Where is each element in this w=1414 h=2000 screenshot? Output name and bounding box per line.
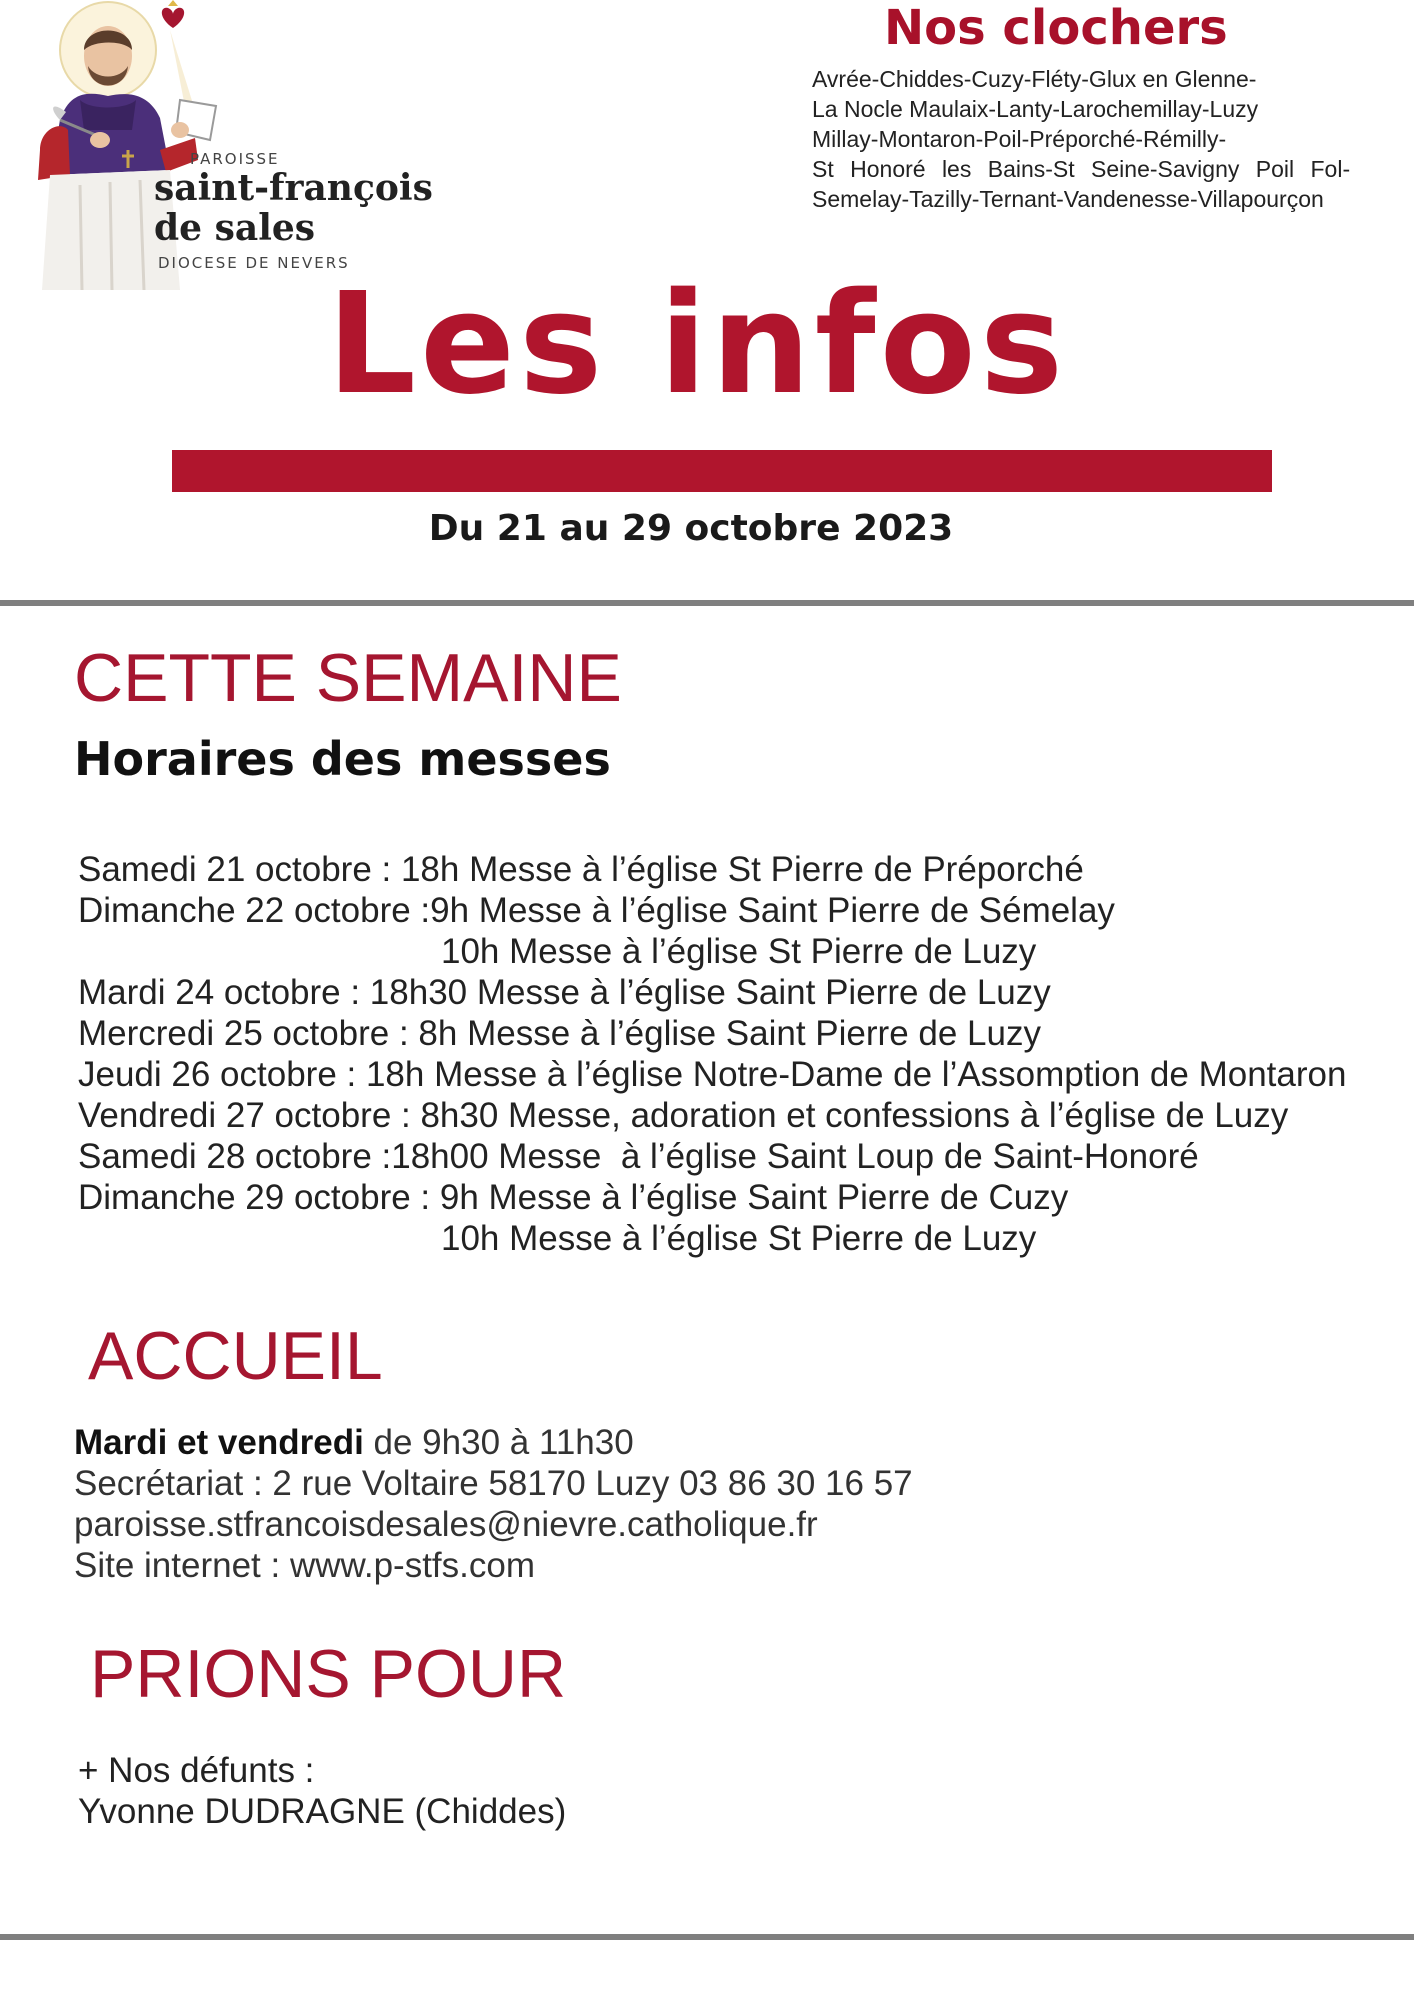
defunts-label: + Nos défunts : <box>78 1751 315 1790</box>
date-range: Du 21 au 29 octobre 2023 <box>428 508 954 549</box>
bottom-divider <box>0 1934 1414 1940</box>
contact-email[interactable]: paroisse.stfrancoisdesales@nievre.catholique.fr <box>74 1505 818 1544</box>
clochers-line: Millay-Montaron-Poil-Préporché-Rémilly- <box>812 126 1227 152</box>
clochers-line: St Honoré les Bains-St Seine-Savigny Poil Fol- <box>812 156 1351 182</box>
clochers-line: Semelay-Tazilly-Ternant-Vandenesse-Villapourçon <box>812 186 1324 212</box>
top-divider <box>0 600 1414 606</box>
schedule-row: Dimanche 29 octobre : 9h Messe à l’église Saint Pierre de Cuzy <box>78 1178 1069 1217</box>
accueil-hours-line <box>74 1422 1374 1463</box>
clochers-title: Nos clochers <box>884 0 1228 56</box>
accueil-hours: de 9h30 à 11h30 <box>363 1423 634 1462</box>
defunt-name: Yvonne DUDRAGNE (Chiddes) <box>78 1792 567 1831</box>
schedule-row: Samedi 21 octobre : 18h Messe à l’église St Pierre de Préporché <box>78 850 1084 889</box>
mass-schedule <box>78 849 1408 1259</box>
schedule-row: Mercredi 25 octobre : 8h Messe à l’église Saint Pierre de Luzy <box>78 1014 1041 1053</box>
secretariat-address: Secrétariat : 2 rue Voltaire 58170 Luzy 03 86 30 16 57 <box>74 1464 913 1503</box>
schedule-row: Dimanche 22 octobre :9h Messe à l’église Saint Pierre de Sémelay <box>78 891 1115 930</box>
sacred-heart-icon <box>162 0 184 28</box>
prions-pour-heading: PRIONS POUR <box>90 1636 567 1712</box>
page-title: Les infos <box>326 263 1068 426</box>
accueil-heading: ACCUEIL <box>88 1318 383 1394</box>
accueil-info <box>74 1422 1374 1586</box>
clochers-line: Avrée-Chiddes-Cuzy-Fléty-Glux en Glenne- <box>812 66 1257 92</box>
website-link[interactable]: Site internet : www.p-stfs.com <box>74 1546 535 1585</box>
prions-pour-content <box>78 1750 1378 1832</box>
clochers-line: La Nocle Maulaix-Lanty-Larochemillay-Luzy <box>812 96 1259 122</box>
parish-logo-text <box>150 150 450 272</box>
title-underline-bar <box>172 450 1272 492</box>
clochers-list <box>812 64 1412 214</box>
clochers-block <box>812 0 1412 214</box>
logo-diocese-label: DIOCESE DE NEVERS <box>158 254 350 272</box>
accueil-days: Mardi et vendredi <box>74 1423 364 1462</box>
horaires-subheading: Horaires des messes <box>74 732 611 786</box>
schedule-row: Mardi 24 octobre : 18h30 Messe à l’église Saint Pierre de Luzy <box>78 973 1051 1012</box>
logo-paroisse-label: PAROISSE <box>190 150 280 168</box>
logo-name-line2: de sales <box>154 207 316 249</box>
schedule-row: Jeudi 26 octobre : 18h Messe à l’église Notre-Dame de l’Assomption de Montaron <box>78 1055 1347 1094</box>
cette-semaine-heading: CETTE SEMAINE <box>74 640 622 716</box>
logo-name-line1: saint-françois <box>154 167 433 209</box>
schedule-row: Vendredi 27 octobre : 8h30 Messe, adoration et confessions à l’église de Luzy <box>78 1096 1289 1135</box>
schedule-row: 10h Messe à l’église St Pierre de Luzy <box>441 932 1037 971</box>
schedule-row: 10h Messe à l’église St Pierre de Luzy <box>441 1219 1037 1258</box>
schedule-row: Samedi 28 octobre :18h00 Messe à l’église Saint Loup de Saint-Honoré <box>78 1137 1199 1176</box>
